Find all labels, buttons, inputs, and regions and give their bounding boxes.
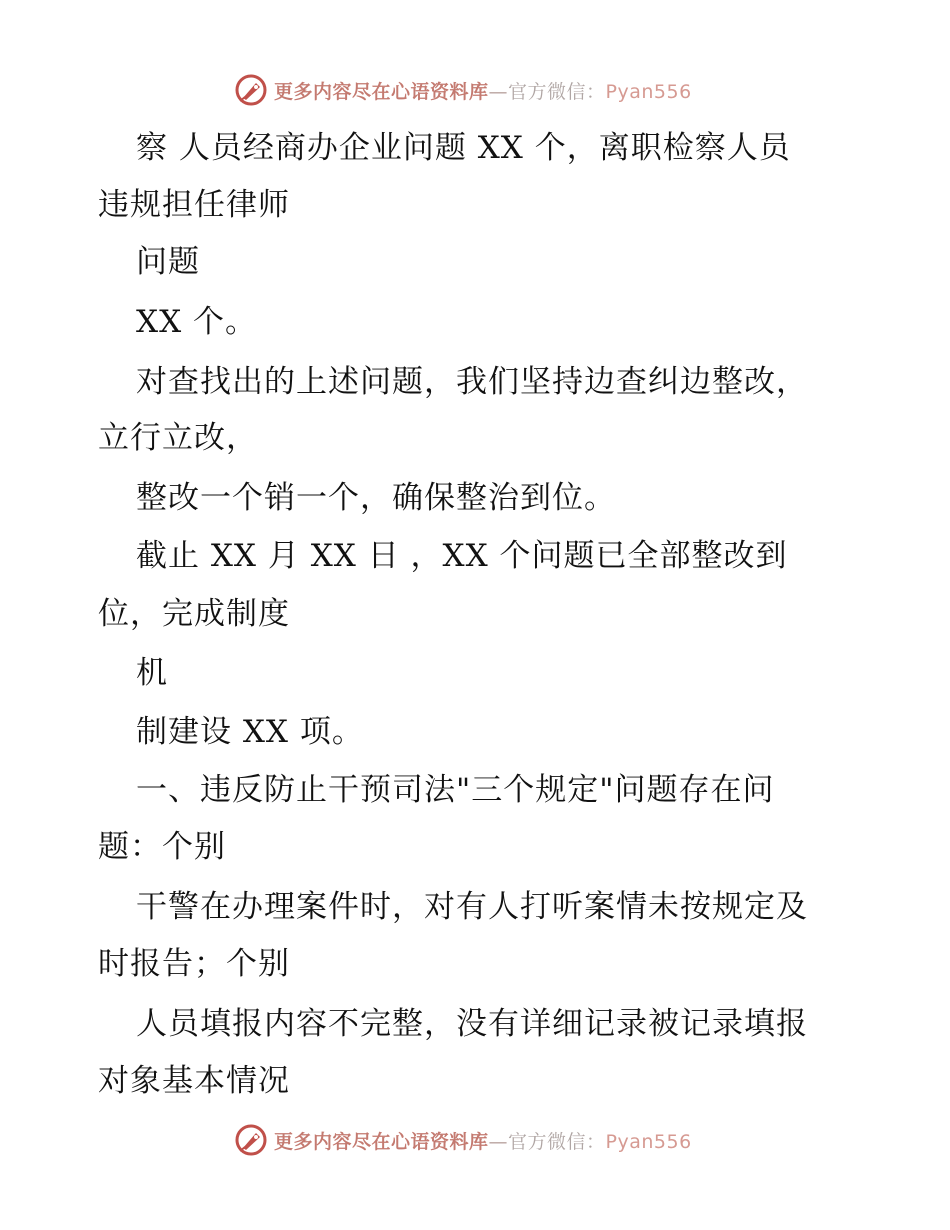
watermark-separator: — [488,80,509,103]
watermark-text [274,1127,692,1154]
watermark-label: 官方微信： [508,80,606,103]
paragraph-line: 截止 XX 月 XX 日 ，XX 个问题已全部整改到 [136,538,788,574]
paragraph-line: 一、违反防止干预司法"三个规定"问题存在问 [136,772,775,808]
paragraph-line: 题：个别 [98,829,226,865]
watermark-brand: 更多内容尽在心语资料库 [274,80,489,103]
paragraph-line: 制建设 XX 项。 [136,714,364,750]
watermark-brand: 更多内容尽在心语资料库 [274,1130,489,1153]
watermark-account: Pyan556 [605,1130,692,1153]
paragraph-line: 机 [136,655,168,691]
paragraph-line: 立行立改， [98,420,258,456]
paragraph-line: 察 人员经商办企业问题 XX 个，离职检察人员 [136,130,791,166]
paragraph-line: 对查找出的上述问题，我们坚持边查纠边整改， [136,364,808,400]
watermark-label: 官方微信： [508,1130,606,1153]
paragraph-line: 人员填报内容不完整，没有详细记录被记录填报 [136,1006,808,1042]
paragraph-line: 问题 [136,244,200,280]
paragraph-line: XX 个。 [136,304,257,340]
paragraph-line: 违规担任律师 [98,187,290,223]
pen-nib-logo-icon [234,1123,268,1157]
paragraph-line: 位，完成制度 [98,596,290,632]
watermark-separator: — [488,1130,509,1153]
paragraph-line: 整改一个销一个，确保整治到位。 [136,480,616,516]
paragraph-line: 时报告；个别 [98,946,290,982]
watermark-account: Pyan556 [605,80,692,103]
watermark-footer [234,1122,692,1158]
paragraph-line: 对象基本情况 [98,1063,290,1099]
paragraph-line: 干警在办理案件时，对有人打听案情未按规定及 [136,889,808,925]
